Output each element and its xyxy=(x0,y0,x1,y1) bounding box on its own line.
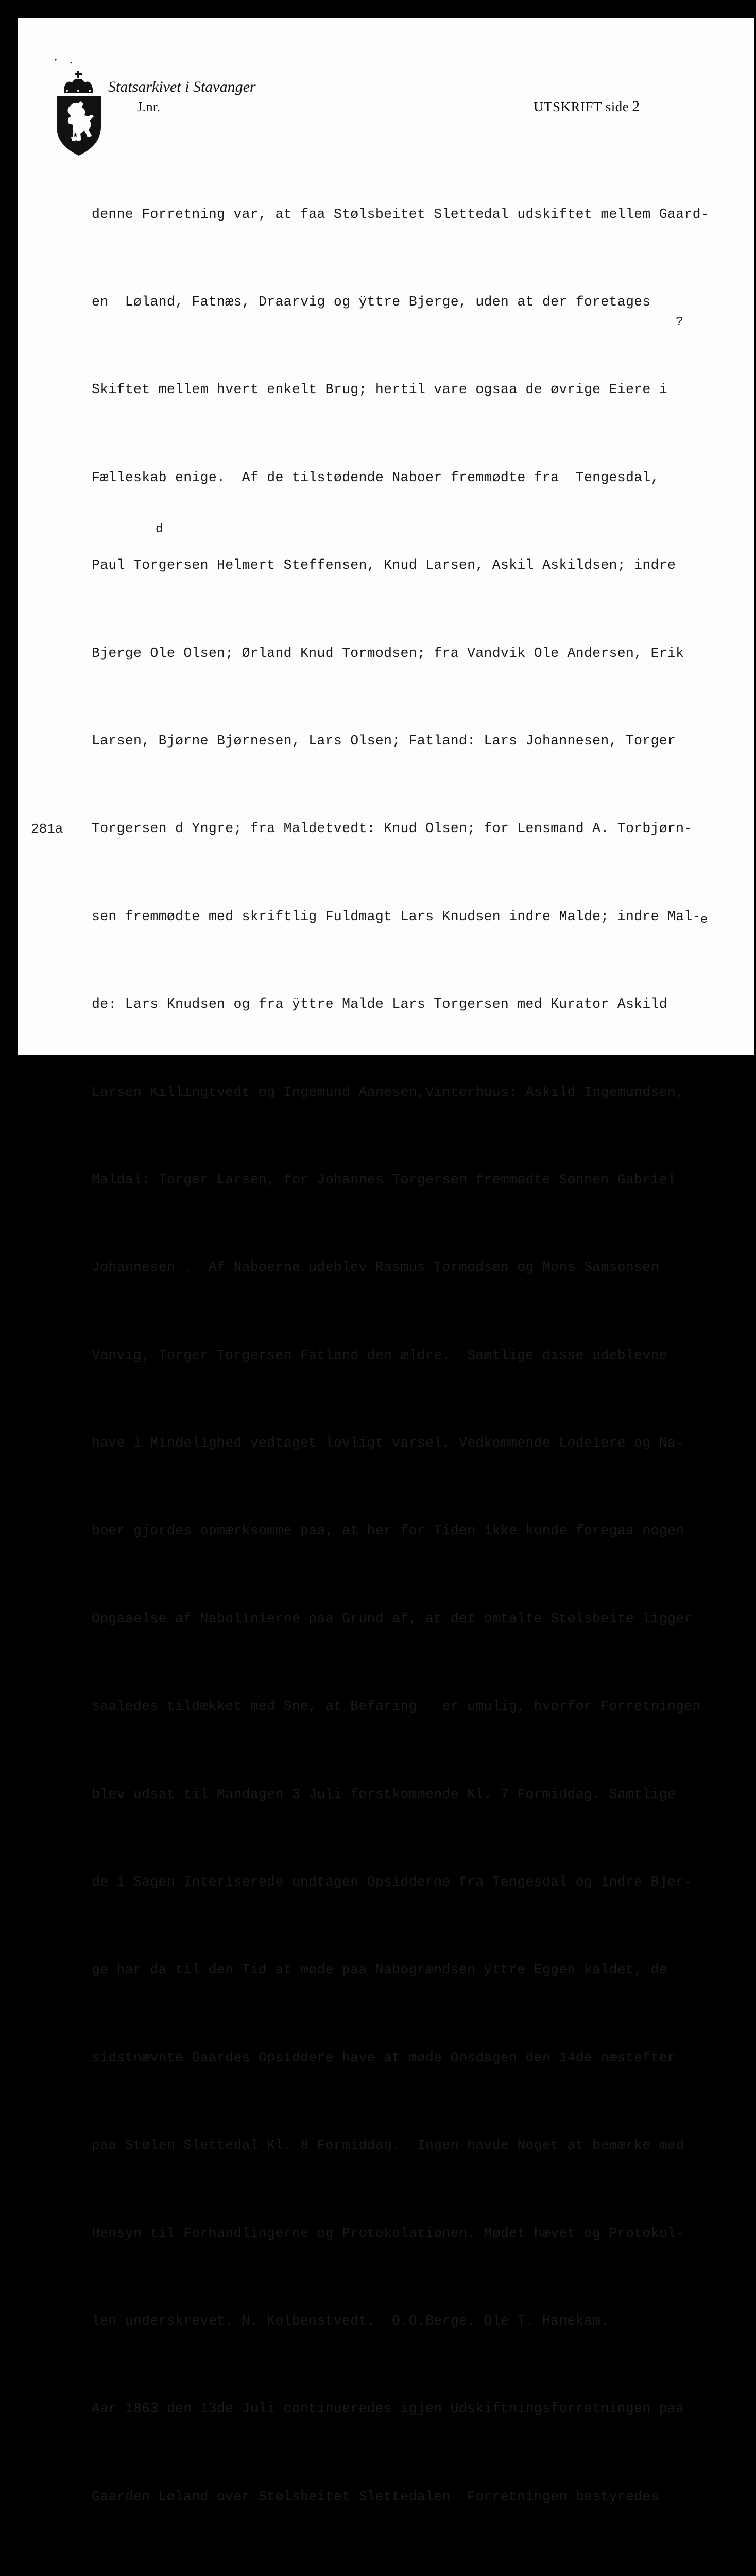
text-line: denne Forretning var, at faa Stølsbeitet Slettedal udskiftet mellem Gaard- xyxy=(92,206,709,222)
text-line: Johannesen . Af Naboerne udeblev Rasmus Tormodsen og Mons Samsonsen xyxy=(92,1260,659,1276)
text-line: de: Lars Knudsen og fra ÿttre Malde Lars Torgersen med Kurator Askild xyxy=(92,996,667,1012)
text-line: Torgersen d Yngre; fra Maldetvedt: Knud Olsen; for Lensmand A. Torbjørn- xyxy=(92,821,693,837)
superscript-e-annotation: e xyxy=(700,913,708,927)
transcript-header xyxy=(534,98,640,115)
document-page xyxy=(18,18,754,2504)
text-line xyxy=(92,2570,756,2576)
text-line: Paul Torgersen Helmert Steffensen, Knud Larsen, Askil Askildsen; indre xyxy=(92,557,676,573)
text-line: Gaarden Løland over Stølsbeitet Slettedalen Forretningen bestyredes xyxy=(92,2488,659,2504)
text-line: have i Mindelighed vedtaget lovligt varsel. Vedkommende Lodeiere og Na- xyxy=(92,1435,684,1451)
superscript-d-annotation: d xyxy=(156,522,163,536)
text-line: Opgaaelse af Nabolinierne paa Grund af, at det omtalte Stølsbeite ligger xyxy=(92,1611,693,1626)
text-line: Maldal: Torger Larsen, for Johannes Torgersen fremmødte Sønnen Gabriel xyxy=(92,1172,676,1188)
text-line: Larsen Killingtvedt og Ingemund Aanesen,Vinterhuus: Askild Ingemundsen, xyxy=(92,1084,684,1100)
text-line: Bjerge Ole Olsen; Ørland Knud Tormodsen; fra Vandvik Ole Andersen, Erik xyxy=(92,645,684,661)
page-number: 2 xyxy=(632,98,640,115)
journal-number-label: J.nr. xyxy=(137,99,161,114)
text-line: blev udsat til Mandagen 3 Juli førstkommende Kl. 7 Formiddag. Samtlige xyxy=(92,1786,676,1802)
text-line: Vanvig, Torger Torgersen Fatland den ældre. Samtlige disse udeblevne xyxy=(92,1347,667,1363)
text-line: de i Sagen Interiserede undtagen Opsidderne fra Tengesdal og indre Bjer- xyxy=(92,1874,693,1890)
text-line: Hensyn til Forhandlingerne og Protokolationen. Mødet hævet og Protokol- xyxy=(92,2225,684,2241)
transcript-label: UTSKRIFT side xyxy=(534,99,629,114)
question-mark-annotation: ? xyxy=(676,315,683,329)
transcription-body xyxy=(92,141,756,2576)
text-line: Larsen, Bjørne Bjørnesen, Lars Olsen; Fatland: Lars Johannesen, Torger xyxy=(92,733,676,749)
text-line: en Løland, Fatnæs, Draarvig og ÿttre Bjerge, uden at der foretages xyxy=(92,294,651,310)
text-line: len underskrevet. N. Kolbenstvedt. O.O.Berge. Ole T. Hanekam. xyxy=(92,2313,609,2329)
text-line: paa Stølen Slettedal Kl. 8 Formiddag. Ingen havde Noget at bemærke med xyxy=(92,2138,684,2154)
text-line: sidstnævnte Gaardes Opsiddere have at møde Onsdagen den 14de næstefter xyxy=(92,2049,676,2065)
text-line: sen fremmødte med skriftlig Fuldmagt Lars Knudsen indre Malde; indre Mal- xyxy=(92,908,701,924)
text-line: Aar 1863 den 13de Juli continueredes igjen Udskiftningsforretningen paa xyxy=(92,2401,684,2417)
text-line: ge har da til den Tid at møde paa Nabogrændsen ÿttre Eggen kaldet, de xyxy=(92,1962,667,1978)
margin-note: 281a xyxy=(31,821,63,837)
institution-name: Statsarkivet i Stavanger xyxy=(108,78,256,95)
text-line: Skiftet mellem hvert enkelt Brug; hertil vare ogsaa de øvrige Eiere i xyxy=(92,382,667,398)
text-line: Fælleskab enige. Af de tilstødende Naboer fremmødte fra Tengesdal, xyxy=(92,469,659,485)
text-line: boer gjordes opmærksomme paa, at her for Tiden ikke kunde foregaa nogen xyxy=(92,1523,684,1539)
text-line: saaledes tildækket med Sne, at Befaring er umulig, hvorfor Forretningen xyxy=(92,1699,701,1715)
